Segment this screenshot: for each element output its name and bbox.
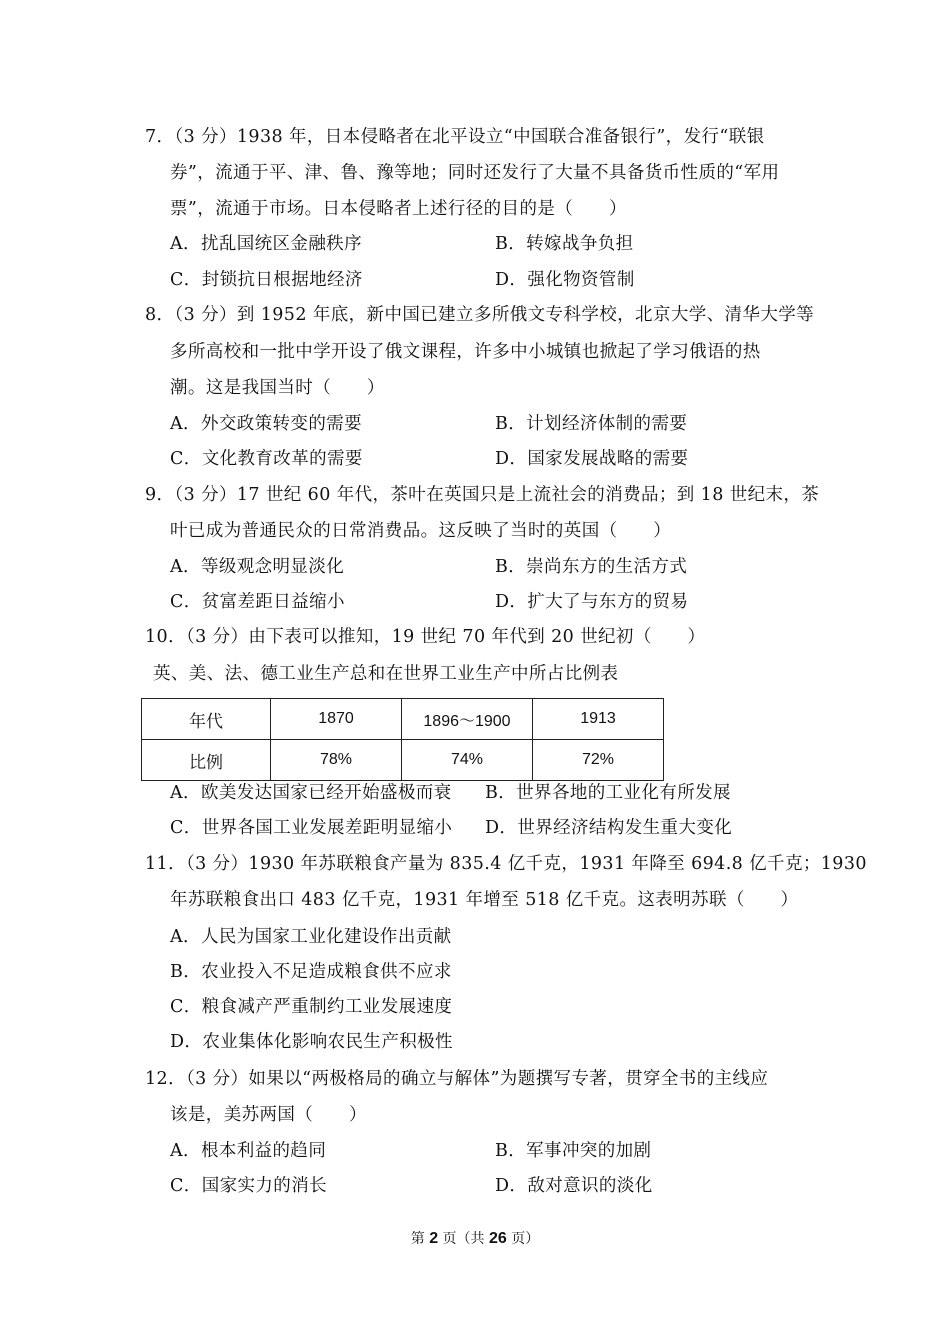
table-cell: 1870	[271, 699, 402, 740]
question-9-option-b: B．崇尚东方的生活方式	[495, 557, 688, 577]
question-7-option-d: D．强化物资管制	[495, 270, 635, 290]
footer-total-pages: 26	[489, 1230, 507, 1247]
question-9-option-c: C．贫富差距日益缩小	[170, 592, 345, 612]
question-11-option-d: D．农业集体化影响农民生产积极性	[170, 1032, 453, 1052]
footer-middle: 页（共	[442, 1231, 485, 1247]
table-row	[142, 699, 664, 740]
question-12-option-a: A．根本利益的趋同	[170, 1141, 327, 1161]
question-8-option-d: D．国家发展战略的需要	[495, 449, 689, 469]
question-7-line-1: 7．（3 分）1938 年，日本侵略者在北平设立“中国联合准备银行”，发行“联银	[145, 127, 765, 147]
question-7-option-c: C．封锁抗日根据地经济	[170, 270, 363, 290]
question-9-option-a: A．等级观念明显淡化	[170, 557, 345, 577]
question-12-option-b: B．军事冲突的加剧	[495, 1141, 652, 1161]
question-7-line-3: 票”，流通于市场。日本侵略者上述行径的目的是（ ）	[170, 199, 627, 219]
question-7-option-a: A．扰乱国统区金融秩序	[170, 234, 363, 254]
page-footer	[0, 1229, 950, 1249]
table-cell: 比例	[142, 740, 271, 781]
question-11-option-a: A．人民为国家工业化建设作出贡献	[170, 927, 452, 947]
question-10-option-b: B．世界各地的工业化有所发展	[485, 783, 731, 803]
table-caption: 英、美、法、德工业生产总和在世界工业生产中所占比例表	[153, 664, 619, 684]
question-8-line-1: 8．（3 分）到 1952 年底，新中国已建立多所俄文专科学校，北京大学、清华大学等	[145, 305, 815, 325]
question-10-option-a: A．欧美发达国家已经开始盛极而衰	[170, 783, 452, 803]
footer-suffix: 页）	[511, 1231, 540, 1247]
question-10-option-c: C．世界各国工业发展差距明显缩小	[170, 818, 453, 838]
footer-page-number: 2	[429, 1230, 439, 1247]
question-8-line-2: 多所高校和一批中学开设了俄文课程，许多中小城镇也掀起了学习俄语的热	[170, 342, 761, 362]
question-7-line-2: 券”，流通于平、津、鲁、豫等地；同时还发行了大量不具备货币性质的“军用	[170, 163, 780, 183]
table-row	[142, 740, 664, 781]
industrial-share-table	[141, 698, 664, 781]
footer-prefix: 第	[410, 1231, 425, 1247]
question-12-line-1: 12．（3 分）如果以“两极格局的确立与解体”为题撰写专著，贯穿全书的主线应	[145, 1069, 769, 1089]
question-11-line-1: 11．（3 分）1930 年苏联粮食产量为 835.4 亿千克，1931 年降至 694.8 亿千克；1930	[145, 854, 867, 874]
question-12-line-2: 该是，美苏两国（ ）	[170, 1105, 367, 1125]
question-11-option-b: B．农业投入不足造成粮食供不应求	[170, 962, 452, 982]
question-9-line-2: 叶已成为普通民众的日常消费品。这反映了当时的英国（ ）	[170, 521, 672, 541]
question-11-option-c: C．粮食减产严重制约工业发展速度	[170, 997, 453, 1017]
table-cell: 年代	[142, 699, 271, 740]
question-12-option-c: C．国家实力的消长	[170, 1176, 327, 1196]
table-cell: 78%	[271, 740, 402, 781]
question-9-option-d: D．扩大了与东方的贸易	[495, 592, 689, 612]
question-8-option-a: A．外交政策转变的需要	[170, 414, 363, 434]
question-8-option-b: B．计划经济体制的需要	[495, 414, 688, 434]
table-cell: 1896～1900	[402, 699, 533, 740]
question-9-line-1: 9．（3 分）17 世纪 60 年代，茶叶在英国只是上流社会的消费品；到 18 世纪末，茶	[145, 485, 820, 505]
question-12-option-d: D．敌对意识的淡化	[495, 1176, 653, 1196]
question-7-option-b: B．转嫁战争负担	[495, 234, 634, 254]
table-cell: 72%	[533, 740, 664, 781]
question-8-line-3: 潮。这是我国当时（ ）	[170, 378, 385, 398]
question-10-option-d: D．世界经济结构发生重大变化	[485, 818, 733, 838]
question-8-option-c: C．文化教育改革的需要	[170, 449, 363, 469]
table-cell: 1913	[533, 699, 664, 740]
question-10-line-1: 10．（3 分）由下表可以推知，19 世纪 70 年代到 20 世纪初（ ）	[145, 627, 706, 647]
table-cell: 74%	[402, 740, 533, 781]
question-11-line-2: 年苏联粮食出口 483 亿千克，1931 年增至 518 亿千克。这表明苏联（ ）	[170, 890, 799, 910]
